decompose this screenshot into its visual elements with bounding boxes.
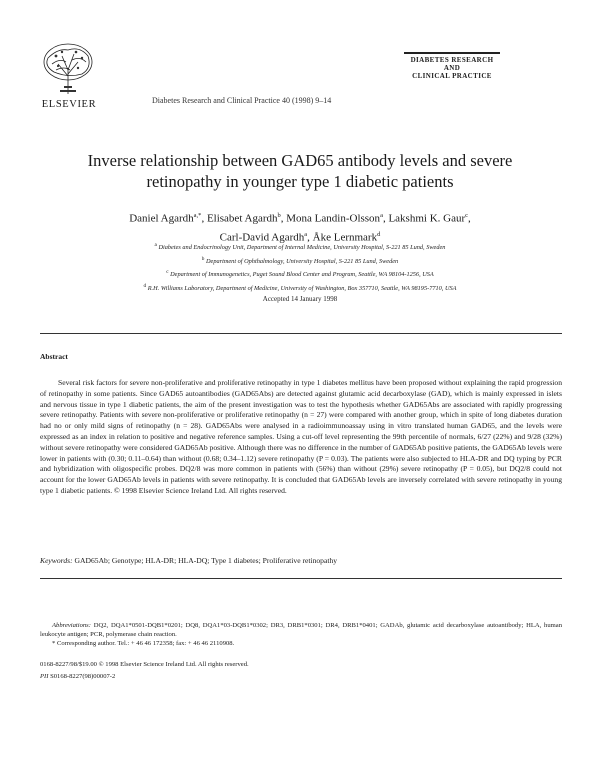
author-affil-mark: d: [377, 230, 381, 238]
abstract-text: Several risk factors for severe non-proliferative and proliferative retinopathy in type 1 diabetes mellitus have been proposed without explaining the rapid progression of retinopathy in some patients. Since GAD65 autoantibodies (GAD65Abs) are detected against glutamic acid decarboxylase (GAD), which is mainly expressed in islets and nervous tissue in type 1 diabetic patients, the aim of the present investigation was to test the hypothesis whether GAD65Abs are associated with rapidly progressing severe retinopathy. Patients with severe non-proliferative or proliferative retinopathy (n = 27) were compared with another group, which in spite of long diabetes duration had no or only mild signs of retinopathy (n = 28). GAD65Abs were analysed in a radioimmunoassay using in vitro translated human GAD65, and the levels were expressed as an index in relation to positive and negative reference samples. Using a cut-off level representing the 99th percentile of normals, 6/27 (22%) and 9/28 (32%) without severe retinopathy were considered GAD65Ab positive. Although there was no difference in the number of GAD65Ab positive patients, the GAD65Ab levels were lower in patients with (0.30; 0.11–0.64) than without (0.68; 0.34–1.12) severe retinopathy (P = 0.03). The patients were also subjected to HLA-DR and DQ typing by PCR and hybridization with oligospecific probes. DQ2/8 was more common in patients with (56%) than without (29%) severe retinopathy (P = 0.05), but DQ2/8 could not account for the lower GAD65Ab levels in patients with severe retinopathy. It is concluded that GAD65Ab levels are inversely correlated with severe retinopathy in young type 1 diabetic patients. © 1998 Elsevier Science Ireland Ltd. All rights reserved.: [40, 378, 563, 495]
affiliation: [30, 281, 570, 295]
author-name: Åke Lernmark: [312, 231, 378, 244]
author-line: Daniel Agardh$^{a,*}$, Elisabet Agardh$^b$, Mona Landin-Olsson$^a$, Lakshmi K. Gaur$^c$,: [129, 212, 471, 225]
affiliation-mark: b: [201, 255, 205, 262]
author-affil-mark: a: [304, 230, 308, 238]
affiliation-text: R.H. Williams Laboratory, Department of Medicine, University of Washington, Box 357710, Seattle, WA 98195-7710, USA: [147, 284, 457, 292]
title-line: retinopathy in younger type 1 diabetic patients: [146, 172, 454, 191]
author-affil-mark: a,*: [193, 212, 202, 219]
masthead-line: AND: [443, 64, 461, 72]
author-name: Mona Landin-Olsson: [286, 212, 381, 225]
abbreviations-note: [40, 621, 562, 639]
article-title: [30, 150, 570, 192]
journal-citation: Diabetes Research and Clinical Practice 40 (1998) 9–14: [152, 96, 332, 105]
abstract-top-rule: [40, 333, 562, 334]
masthead-rule: [404, 52, 500, 54]
affiliation: [30, 240, 570, 254]
pii-label: PII: [40, 673, 49, 680]
copyright-line: 0168-8227/98/$19.00 © 1998 Elsevier Science Ireland Ltd. All rights reserved.: [40, 661, 249, 668]
accepted-date: Accepted 14 January 1998: [262, 295, 338, 303]
pii-value: S0168-8227(98)00007-2: [50, 673, 116, 680]
affiliation-mark: d: [143, 282, 147, 289]
author-name: Elisabet Agardh: [206, 212, 278, 225]
affiliation-mark: c: [166, 269, 169, 275]
abstract-bottom-rule: [40, 578, 562, 579]
affiliation-mark: a: [154, 242, 157, 248]
keywords: [40, 556, 562, 565]
affiliation-list: [30, 240, 570, 294]
pii-line: [40, 673, 115, 680]
title-line: Inverse relationship between GAD65 antibody levels and severe: [87, 151, 513, 170]
publisher-name: ELSEVIER: [41, 99, 97, 110]
affiliation-text: Diabetes and Endocrinology Unit, Department of Internal Medicine, University Hospital, S-221 85 Lund, Sweden: [158, 244, 446, 252]
abbreviations-label: Abbreviations:: [52, 622, 91, 629]
keywords-label: Keywords:: [40, 556, 73, 565]
author-affil-mark: a: [380, 212, 383, 219]
masthead-line: CLINICAL PRACTICE: [412, 72, 492, 80]
affiliation: [30, 267, 570, 281]
affiliation: [30, 254, 570, 268]
abbreviations-text: DQ2, DQA1*0501-DQB1*0201; DQ8, DQA1*03-DQB1*0302; DR3, DRB1*0301; DR4, DRB1*0401; GADAb, glutamic acid decarboxylase autoantibody; HLA, human leukocyte antigen; PCR, polymerase chain reaction.: [40, 622, 562, 639]
elsevier-tree-icon: [38, 40, 98, 96]
affiliation-text: Department of Ophthalmology, University Hospital, S-221 85 Lund, Sweden: [205, 257, 399, 265]
affiliation-text: Department of Immunogenetics, Puget Sound Blood Center and Program, Seattle, WA 98104-1256, USA: [170, 271, 434, 279]
author-affil-mark: c: [465, 212, 469, 219]
keywords-text: GAD65Ab; Genotype; HLA-DR; HLA-DQ; Type 1 diabetes; Proliferative retinopathy: [74, 556, 338, 565]
author-name: Carl-David Agardh: [219, 231, 305, 244]
author-name: Daniel Agardh: [129, 212, 194, 225]
masthead-line: DIABETES RESEARCH: [410, 56, 494, 64]
elsevier-logo: [38, 40, 100, 110]
author-line: Carl-David Agardh$^a$, Åke Lernmark$^d$: [219, 230, 381, 244]
abstract-heading: Abstract: [40, 352, 68, 361]
journal-masthead: [404, 52, 500, 80]
corresponding-author-note: * Corresponding author. Tel.: + 46 46 172358; fax: + 46 46 2110908.: [52, 640, 235, 647]
author-name: Lakshmi K. Gaur: [388, 212, 466, 225]
author-affil-mark: b: [277, 212, 281, 219]
